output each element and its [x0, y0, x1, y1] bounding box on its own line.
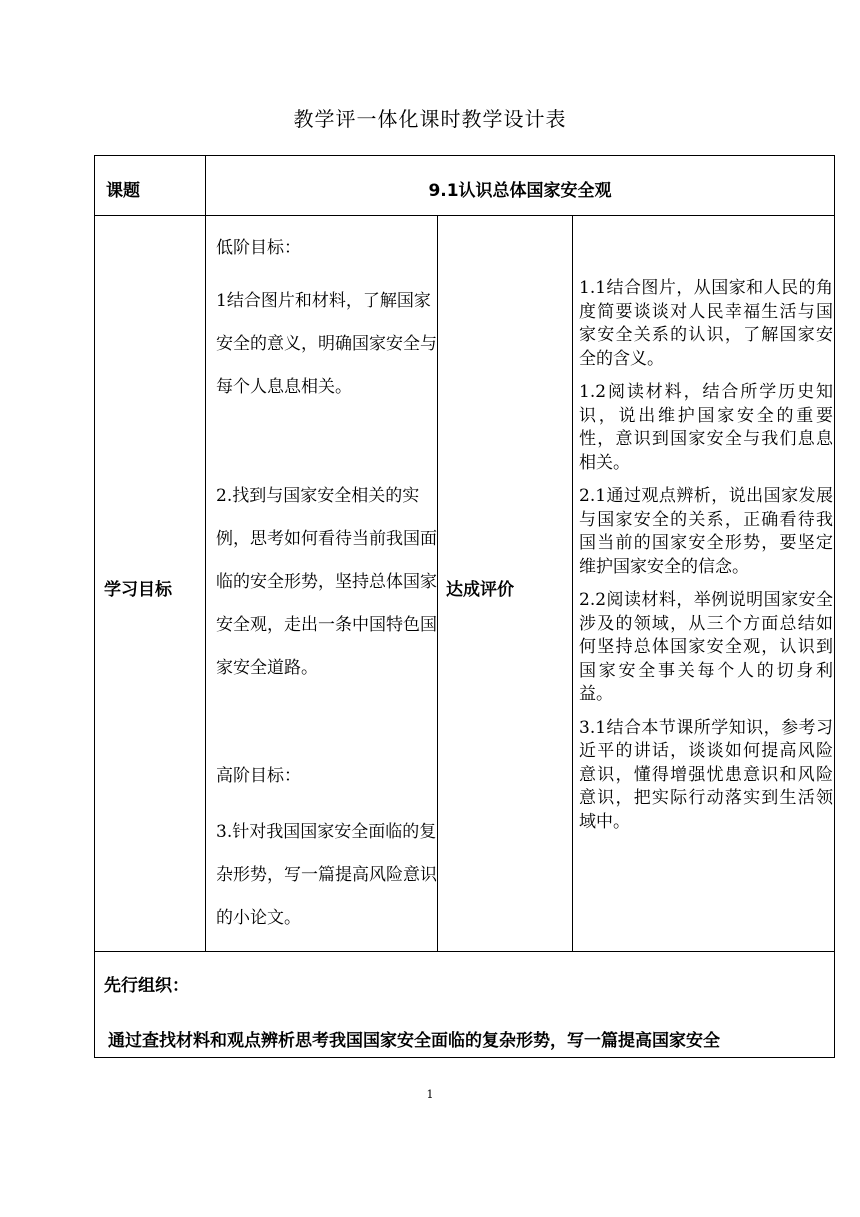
topic-label: 课题: [106, 181, 140, 201]
topic-value: 9.1认识总体国家安全观: [428, 181, 612, 201]
evaluation-item-3-1: 3.1结合本节课所学知识，参考习近平的讲话，谈谈如何提高风险意识，懂得增强忧患意识和风险意识，把实际行动落实到生活领域中。: [579, 717, 833, 832]
objectives-label: 学习目标: [104, 580, 172, 600]
evaluation-item-1-1: 1.1结合图片，从国家和人民的角度简要谈谈对人民幸福生活与国家安全关系的认识，了解国家安全的含义。: [579, 278, 833, 369]
page-number: 1: [426, 1088, 434, 1101]
high-order-heading: 高阶目标：: [216, 766, 301, 786]
high-order-goal-1: 3.针对我国国家安全面临的复杂形势，写一篇提高风险意识的小论文。: [216, 822, 437, 928]
table-border-left: [94, 155, 95, 1058]
evaluation-label: 达成评价: [446, 580, 514, 600]
table-border-right: [834, 155, 835, 1058]
lesson-design-table: [94, 155, 835, 1058]
evaluation-item-2-1: 2.1通过观点辨析，说出国家发展与国家安全的关系，正确看待我国当前的国家安全形势，要坚定维护国家安全的信念。: [579, 486, 833, 577]
document-title: 教学评一体化课时教学设计表: [293, 107, 567, 131]
table-divider-eval-label-col: [572, 215, 573, 952]
evaluation-item-2-2: 2.2阅读材料，举例说明国家安全涉及的领域，从三个方面总结如何坚持总体国家安全观，认识到国家安全事关每个人的切身利益。: [579, 590, 833, 704]
table-divider-label-col: [205, 155, 206, 952]
advance-organizer-label: 先行组织：: [104, 976, 189, 996]
evaluation-list: [579, 277, 833, 844]
low-order-goal-2: 2.找到与国家安全相关的实例，思考如何看待当前我国面临的安全形势，坚持总体国家安全观，走出一条中国特色国家安全道路。: [216, 486, 437, 678]
low-order-goal-1: 1结合图片和材料，了解国家安全的意义，明确国家安全与每个人息息相关。: [216, 291, 437, 397]
evaluation-item-1-2: 1.2阅读材料，结合所学历史知识，说出维护国家安全的重要性，意识到国家安全与我们息息相关。: [579, 382, 833, 473]
low-order-heading: 低阶目标：: [216, 238, 301, 258]
advance-organizer-text: 通过查找材料和观点辨析思考我国国家安全面临的复杂形势，写一篇提高国家安全: [108, 1031, 720, 1051]
table-border-bottom: [94, 1057, 835, 1058]
